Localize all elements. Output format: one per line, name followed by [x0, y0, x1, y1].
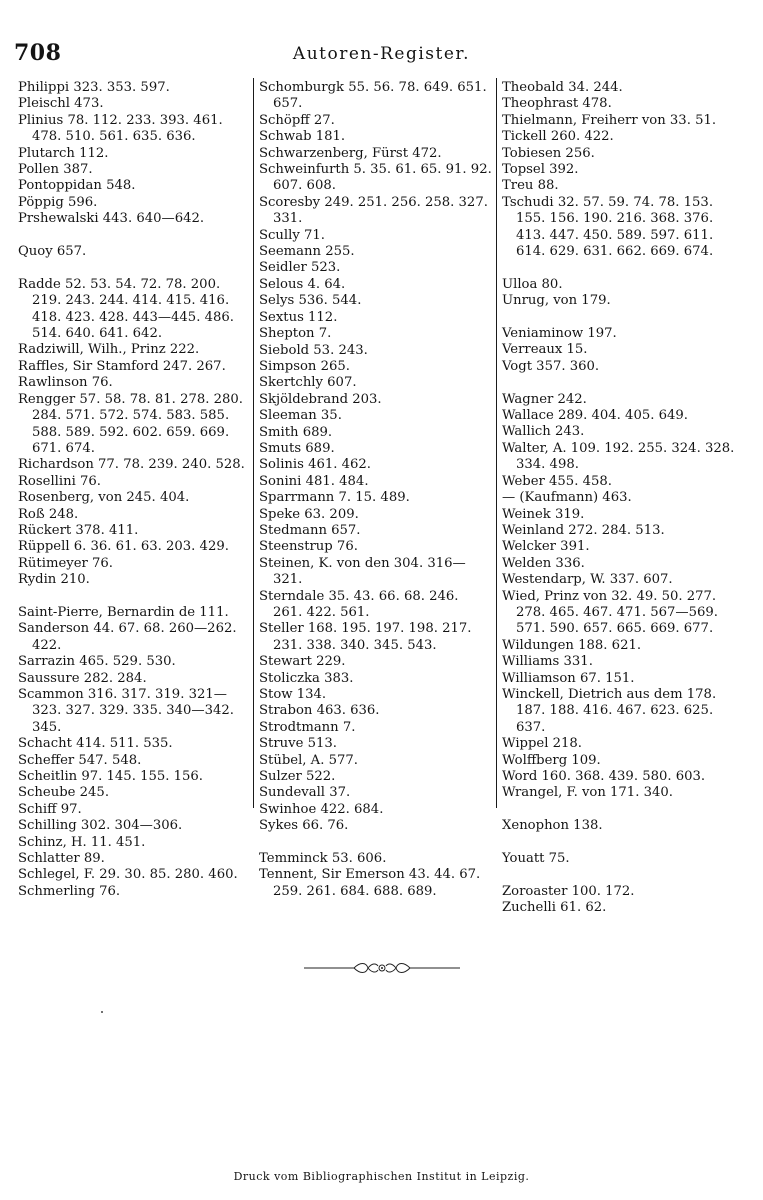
index-entry: Wallace 289. 404. 405. 649.: [502, 408, 688, 424]
index-entry: Wildungen 188. 621.: [502, 637, 642, 653]
index-entry: Sundevall 37.: [259, 785, 351, 801]
index-entry: Stedmann 657.: [259, 522, 361, 538]
index-entry: Ulloa 80.: [502, 276, 563, 292]
index-entry: Scheube 245.: [18, 785, 110, 801]
index-entry: Schöpff 27.: [259, 112, 335, 128]
index-entry: Prshewalski 443. 640—642.: [18, 211, 205, 227]
index-entry: Wrangel, F. von 171. 340.: [502, 785, 673, 801]
index-entry: Tobiesen 256.: [502, 145, 595, 161]
imprint: Druck vom Bibliographischen Institut in Leipzig.: [233, 1170, 530, 1183]
index-entry: Wallich 243.: [502, 424, 585, 440]
index-entry: Quoy 657.: [18, 244, 87, 260]
index-entry: Weinland 272. 284. 513.: [502, 522, 665, 538]
index-entry: Wippel 218.: [502, 736, 583, 752]
index-entry: Pleischl 473.: [18, 96, 104, 112]
index-entry: Schilling 302. 304—306.: [18, 818, 183, 834]
index-entry: Speke 63. 209.: [259, 506, 359, 522]
index-entry: Tennent, Sir Emerson 43. 44. 67. 259. 261. 684. 688. 689.: [259, 867, 481, 899]
index-entry: Stoliczka 383.: [259, 670, 354, 686]
index-entry: Unrug, von 179.: [502, 293, 611, 309]
index-entry: Solinis 461. 462.: [259, 457, 371, 473]
index-entry: Simpson 265.: [259, 358, 350, 374]
index-entry: Saint-Pierre, Bernardin de 111.: [18, 604, 229, 620]
index-entry: Rüppell 6. 36. 61. 63. 203. 429.: [18, 539, 229, 555]
index-entry: Wolffberg 109.: [502, 752, 601, 768]
index-entry: Williamson 67. 151.: [502, 670, 635, 686]
index-entry: Zoroaster 100. 172.: [502, 883, 635, 899]
index-entry: Skertchly 607.: [259, 375, 357, 391]
index-entry: Schlatter 89.: [18, 851, 105, 867]
index-entry: Williams 331.: [502, 654, 593, 670]
index-entry: Zuchelli 61. 62.: [502, 900, 607, 916]
index-entry: Pontoppidan 548.: [18, 178, 136, 194]
index-entry: Winckell, Dietrich aus dem 178. 187. 188. 416. 467. 623. 625. 637.: [502, 686, 717, 735]
index-entry: Strodtmann 7.: [259, 719, 356, 735]
column-rule: [253, 78, 254, 808]
index-entry: Tickell 260. 422.: [502, 129, 614, 145]
index-entry: Weinek 319.: [502, 506, 585, 522]
index-entry: Strabon 463. 636.: [259, 703, 380, 719]
index-entry: Sanderson 44. 67. 68. 260—262. 422.: [18, 621, 237, 653]
index-entry: Saussure 282. 284.: [18, 670, 147, 686]
index-entry: Struve 513.: [259, 736, 337, 752]
index-entry: Wagner 242.: [502, 391, 587, 407]
column-rule: [496, 78, 497, 808]
running-head: Autoren-Register.: [292, 44, 471, 64]
vignette-ornament-icon: [0, 960, 763, 980]
index-entry: Weber 455. 458.: [502, 473, 612, 489]
index-entry: Plutarch 112.: [18, 145, 109, 161]
index-entry: Stewart 229.: [259, 654, 346, 670]
index-entry: Raffles, Sir Stamford 247. 267.: [18, 358, 226, 374]
index-column-left: [18, 80, 250, 900]
index-entry: Selous 4. 64.: [259, 276, 346, 292]
index-entry: Smuts 689.: [259, 440, 335, 456]
index-entry: Scammon 316. 317. 319. 321—323. 327. 329. 335. 340—342. 345.: [18, 686, 234, 735]
index-entry: Siebold 53. 243.: [259, 342, 368, 358]
index-entry: Schomburgk 55. 56. 78. 649. 651. 657.: [259, 80, 487, 112]
page-number: 708: [14, 40, 62, 66]
index-entry: Radde 52. 53. 54. 72. 78. 200. 219. 243. 244. 414. 415. 416. 418. 423. 428. 443—445. 486. 514. 640. 641. 642.: [18, 276, 234, 342]
index-entry: Plinius 78. 112. 233. 393. 461. 478. 510. 561. 635. 636.: [18, 112, 223, 145]
print-speck: [101, 1011, 103, 1013]
index-entry: Theobald 34. 244.: [502, 80, 623, 95]
index-entry: Scheffer 547. 548.: [18, 752, 142, 768]
index-entry: — (Kaufmann) 463.: [502, 490, 632, 506]
index-entry: Treu 88.: [502, 178, 559, 194]
index-entry: Rosenberg, von 245. 404.: [18, 490, 190, 506]
index-entry: Rütimeyer 76.: [18, 555, 113, 571]
index-entry: Radziwill, Wilh., Prinz 222.: [18, 342, 200, 358]
index-entry: Sulzer 522.: [259, 769, 336, 785]
index-entry: Schacht 414. 511. 535.: [18, 736, 173, 752]
index-entry: Schwarzenberg, Fürst 472.: [259, 145, 442, 161]
index-entry: Sextus 112.: [259, 309, 338, 325]
index-entry: Seemann 255.: [259, 244, 355, 260]
index-entry: Walter, A. 109. 192. 255. 324. 328. 334. 498.: [502, 440, 735, 473]
index-entry: Veniaminow 197.: [502, 326, 617, 342]
index-entry: Word 160. 368. 439. 580. 603.: [502, 769, 706, 785]
index-entry: Scheitlin 97. 145. 155. 156.: [18, 769, 203, 785]
index-entry: Topsel 392.: [502, 162, 579, 178]
index-entry: Schweinfurth 5. 35. 61. 65. 91. 92. 607. 608.: [259, 162, 492, 194]
index-entry: Temminck 53. 606.: [259, 851, 387, 867]
index-entry: Schinz, H. 11. 451.: [18, 834, 146, 850]
index-entry: Richardson 77. 78. 239. 240. 528.: [18, 457, 245, 473]
index-entry: Schiff 97.: [18, 801, 82, 817]
index-entry: Sykes 66. 76.: [259, 818, 349, 834]
index-entry: Westendarp, W. 337. 607.: [502, 572, 673, 588]
index-entry: Welden 336.: [502, 555, 585, 571]
index-entry: Sterndale 35. 43. 66. 68. 246. 261. 422. 561.: [259, 588, 459, 620]
index-entry: Swinhoe 422. 684.: [259, 801, 384, 817]
index-entry: Vogt 357. 360.: [502, 358, 600, 374]
index-entry: Rosellini 76.: [18, 473, 101, 489]
index-entry: Steinen, K. von den 304. 316—321.: [259, 555, 466, 588]
index-entry: Theophrast 478.: [502, 96, 612, 112]
index-entry: Smith 689.: [259, 424, 333, 440]
index-entry: Seidler 523.: [259, 260, 341, 276]
index-entry: Welcker 391.: [502, 539, 590, 555]
index-entry: Steller 168. 195. 197. 198. 217. 231. 338. 340. 345. 543.: [259, 621, 472, 653]
index-entry: Thielmann, Freiherr von 33. 51.: [502, 112, 717, 128]
index-entry: Scully 71.: [259, 227, 325, 243]
index-entry: Rydin 210.: [18, 572, 90, 588]
index-column-middle: [259, 80, 492, 900]
index-entry: Sarrazin 465. 529. 530.: [18, 654, 176, 670]
index-entry: Verreaux 15.: [502, 342, 588, 358]
index-entry: Steenstrup 76.: [259, 539, 358, 555]
index-entry: Rawlinson 76.: [18, 375, 113, 391]
index-entry: Pollen 387.: [18, 162, 93, 178]
index-entry: Rengger 57. 58. 78. 81. 278. 280. 284. 571. 572. 574. 583. 585. 588. 589. 592. 602. 659. 669. 671. 674.: [18, 391, 243, 456]
index-entry: Sonini 481. 484.: [259, 473, 369, 489]
index-entry: Skjöldebrand 203.: [259, 391, 382, 407]
index-entry: Scoresby 249. 251. 256. 258. 327. 331.: [259, 194, 488, 227]
index-entry: Stübel, A. 577.: [259, 752, 358, 768]
index-entry: Sparrmann 7. 15. 489.: [259, 490, 410, 506]
index-entry: Shepton 7.: [259, 326, 332, 342]
index-entry: Selys 536. 544.: [259, 293, 362, 309]
index-entry: Philippi 323. 353. 597.: [18, 80, 170, 95]
index-entry: Schmerling 76.: [18, 883, 121, 899]
index-entry: Youatt 75.: [502, 851, 570, 867]
index-entry: Wied, Prinz von 32. 49. 50. 277. 278. 465. 467. 471. 567—569. 571. 590. 657. 665. 669. 677.: [502, 588, 718, 637]
index-entry: Pöppig 596.: [18, 194, 98, 210]
index-entry: Stow 134.: [259, 687, 327, 703]
index-entry: Sleeman 35.: [259, 408, 342, 424]
index-entry: Schwab 181.: [259, 129, 346, 145]
index-column-right: [502, 80, 737, 917]
index-entry: Xenophon 138.: [502, 818, 603, 834]
index-entry: Roß 248.: [18, 506, 79, 522]
index-entry: Schlegel, F. 29. 30. 85. 280. 460.: [18, 867, 238, 883]
index-entry: Tschudi 32. 57. 59. 74. 78. 153. 155. 156. 190. 216. 368. 376. 413. 447. 450. 589. 597. 611. 614. 629. 631. 662. 669. 674.: [502, 194, 714, 260]
index-entry: Rückert 378. 411.: [18, 522, 139, 538]
